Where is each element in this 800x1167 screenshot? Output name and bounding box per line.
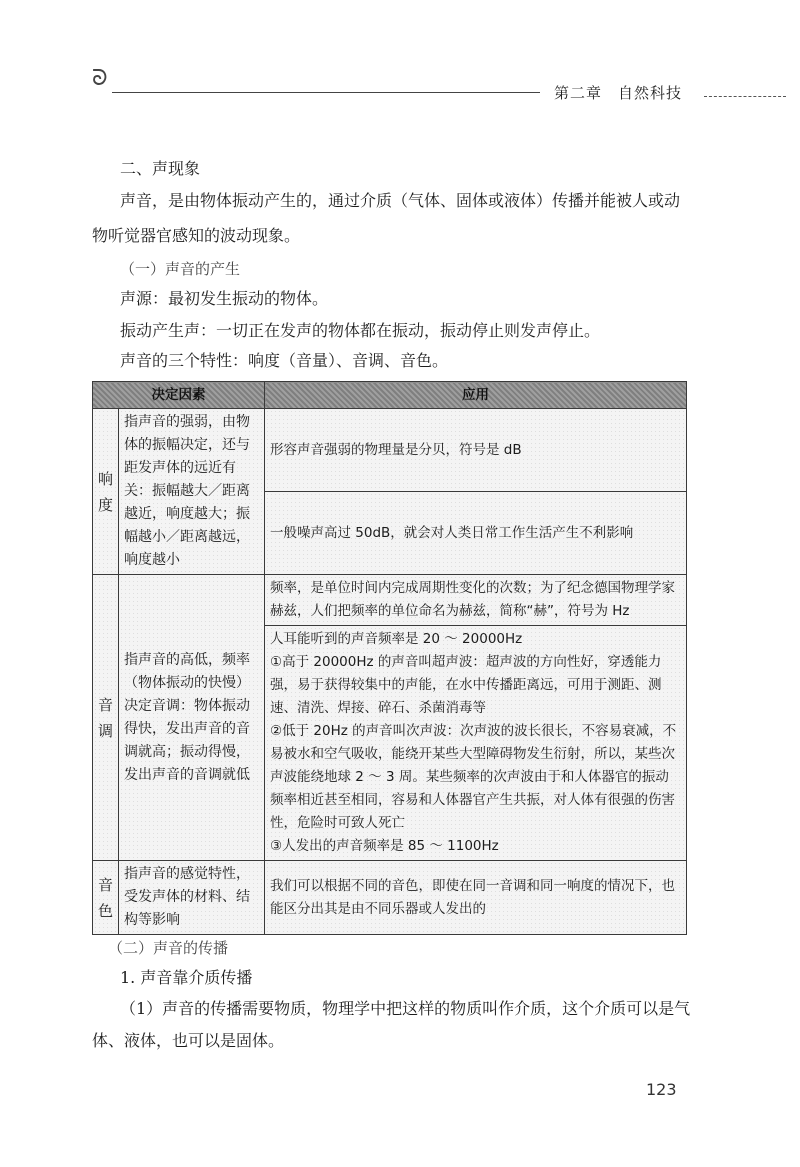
table-row-loudness: [93, 409, 687, 492]
header-rule-right: [704, 96, 786, 97]
three-features-line: 声音的三个特性：响度（音量）、音调、音色。: [120, 351, 449, 370]
running-header: 第二章 自然科技: [554, 84, 683, 102]
item-medium-propagation: 1. 声音靠介质传播: [120, 968, 253, 987]
para-medium-line-1: （1）声音的传播需要物质，物理学中把这样的物质叫作介质，这个介质可以是气: [120, 999, 691, 1018]
loudness-application-2: 一般噪声高过 50dB，就会对人类日常工作生活产生不利影响: [265, 492, 687, 575]
loudness-description: 指声音的强弱，由物体的振幅决定，还与距发声体的远近有关：振幅越大／距离越近，响度越大；振幅越小／距离越远，响度越小: [119, 409, 265, 575]
leaf-icon: ᘐ: [92, 66, 108, 91]
pitch-application-ranges: 人耳能听到的声音频率是 20 ～ 20000Hz ①高于 20000Hz 的声音叫超声波：超声波的方向性好，穿透能力强，易于获得较集中的声能，在水中传播距离远，可用于测距、测速、清洗、焊接、碎石、杀菌消毒等 ②低于 20Hz 的声音叫次声波：次声波的波长很长，不容易衰减，不易被水和空气吸收，能绕开某些大型障碍物发生衍射，所以，某些次声波能绕地球 2 ～ 3 周。某些频率的次声波由于和人体器官的振动频率相近甚至相同，容易和人体器官产生共振，对人体有很强的伤害性，危险时可致人死亡 ③人发出的声音频率是 85 ～ 1100Hz: [265, 626, 687, 861]
row-label-timbre: 音 色: [93, 861, 119, 935]
sound-features-table: [92, 381, 687, 935]
pitch-description: 指声音的高低，频率（物体振动的快慢）决定音调：物体振动得快，发出声音的音调就高；振动得慢，发出声音的音调就低: [119, 575, 265, 861]
loudness-application-1: 形容声音强弱的物理量是分贝，符号是 dB: [265, 409, 687, 492]
pitch-application-frequency: 频率，是单位时间内完成周期性变化的次数；为了纪念德国物理学家赫兹，人们把频率的单位命名为赫兹，简称“赫”，符号为 Hz: [265, 575, 687, 626]
para-medium-line-2: 体、液体，也可以是固体。: [92, 1031, 285, 1050]
section-title: 二、声现象: [120, 159, 201, 178]
subsection-propagation: （二）声音的传播: [108, 939, 229, 957]
page-number: 123: [646, 1080, 677, 1099]
sound-source-definition: 声源：最初发生振动的物体。: [120, 289, 329, 308]
header-deciding-factors: 决定因素: [93, 382, 265, 409]
row-label-loudness: 响 度: [93, 409, 119, 575]
vibration-definition: 振动产生声：一切正在发声的物体都在振动，振动停止则发声停止。: [120, 321, 601, 340]
timbre-application: 我们可以根据不同的音色，即使在同一音调和同一响度的情况下，也能区分出其是由不同乐器或人发出的: [265, 861, 687, 935]
header-rule: [112, 92, 540, 93]
intro-line-2: 物听觉器官感知的波动现象。: [92, 226, 301, 245]
row-label-pitch: 音 调: [93, 575, 119, 861]
intro-line-1: 声音，是由物体振动产生的，通过介质（气体、固体或液体）传播并能被人或动: [120, 191, 681, 210]
table-row-pitch: [93, 575, 687, 626]
table-header-row: [93, 382, 687, 409]
header-applications: 应用: [265, 382, 687, 409]
subsection-production: （一）声音的产生: [120, 260, 241, 278]
timbre-description: 指声音的感觉特性，受发声体的材料、结构等影响: [119, 861, 265, 935]
table-row-timbre: [93, 861, 687, 935]
